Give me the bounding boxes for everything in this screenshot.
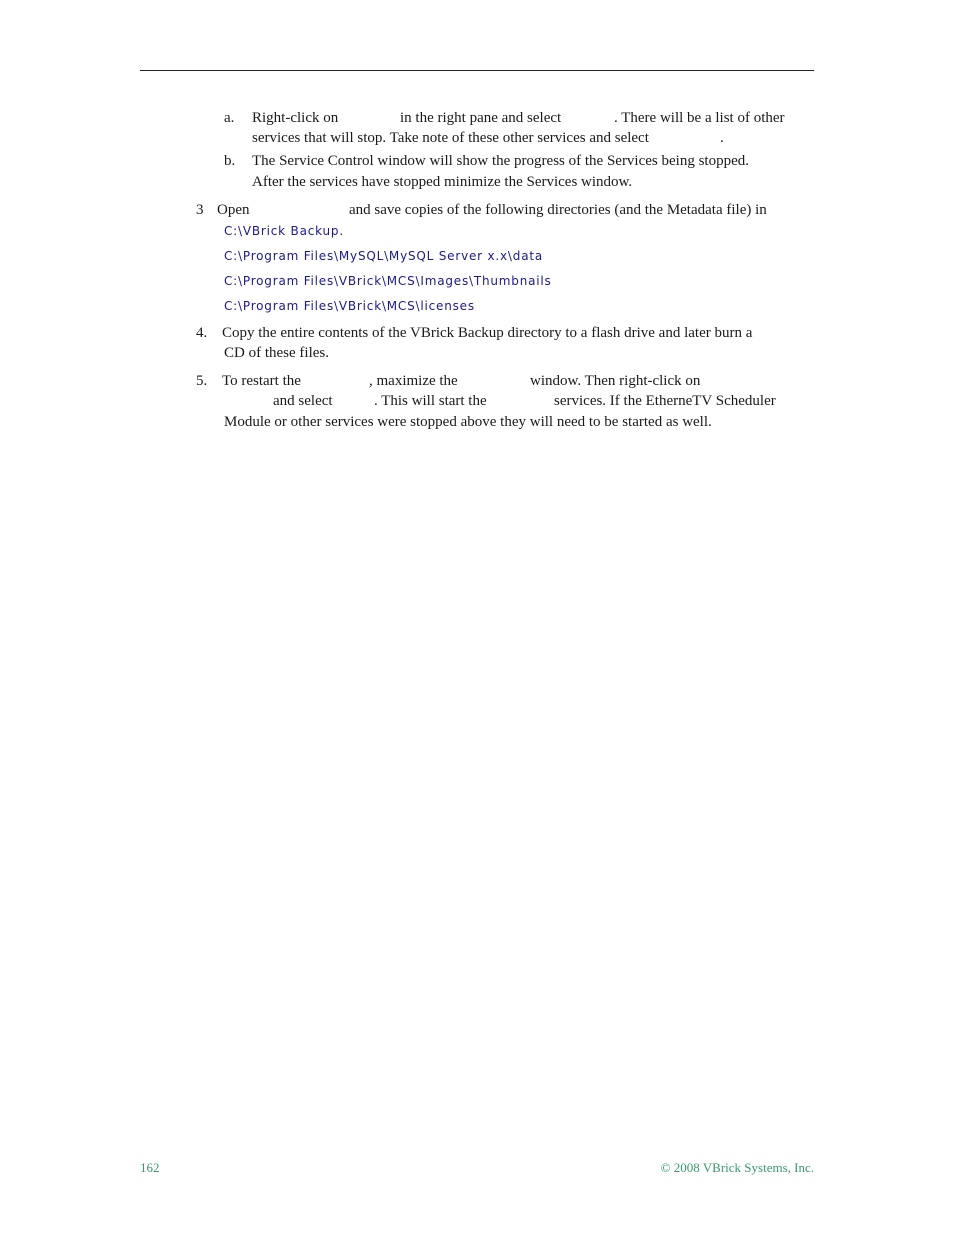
path-thumbnails: C:\Program Files\VBrick\MCS\Images\Thumbnails bbox=[224, 274, 552, 288]
path-licenses: C:\Program Files\VBrick\MCS\licenses bbox=[224, 299, 475, 313]
path-vbrick-backup: C:\VBrick Backup. bbox=[224, 224, 344, 238]
step-5-marker: 5. bbox=[196, 373, 208, 389]
step-4-line-1: Copy the entire contents of the VBrick Backup directory to a flash drive and later burn a bbox=[222, 325, 753, 341]
step-a-text-1: Right-click on bbox=[252, 110, 339, 126]
step-b-line-1: The Service Control window will show the progress of the Services being stopped. bbox=[252, 153, 749, 169]
step-5-text-5: . This will start the bbox=[374, 393, 487, 409]
page-number: 162 bbox=[140, 1160, 160, 1175]
step-3-marker: 3 bbox=[196, 202, 204, 218]
step-3-text-2: and save copies of the following directories (and the Metadata file) in bbox=[349, 202, 767, 218]
step-a-text-3: . There will be a list of other bbox=[614, 110, 785, 126]
step-5-line-3: Module or other services were stopped above they will need to be started as well. bbox=[224, 414, 712, 430]
header-rule bbox=[140, 70, 814, 71]
step-a-text-4: services that will stop. Take note of these other services and select bbox=[252, 130, 649, 146]
copyright-notice: © 2008 VBrick Systems, Inc. bbox=[660, 1160, 814, 1175]
step-5-text-3: window. Then right-click on bbox=[530, 373, 701, 389]
step-5-text-2: , maximize the bbox=[369, 373, 458, 389]
step-4-marker: 4. bbox=[196, 325, 208, 341]
step-3-text-1: Open bbox=[217, 202, 250, 218]
step-5-text-4: and select bbox=[273, 393, 333, 409]
step-b-line-2: After the services have stopped minimize the Services window. bbox=[252, 174, 633, 190]
step-5-text-1: To restart the bbox=[222, 373, 301, 389]
step-4-line-2: CD of these files. bbox=[224, 345, 329, 361]
step-5-text-6: services. If the EtherneTV Scheduler bbox=[554, 393, 776, 409]
step-a-text-2: in the right pane and select bbox=[400, 110, 562, 126]
step-a-text-5: . bbox=[720, 130, 724, 146]
step-a-marker: a. bbox=[224, 110, 235, 126]
step-b-marker: b. bbox=[224, 153, 236, 169]
path-mysql-data: C:\Program Files\MySQL\MySQL Server x.x\data bbox=[224, 249, 544, 263]
